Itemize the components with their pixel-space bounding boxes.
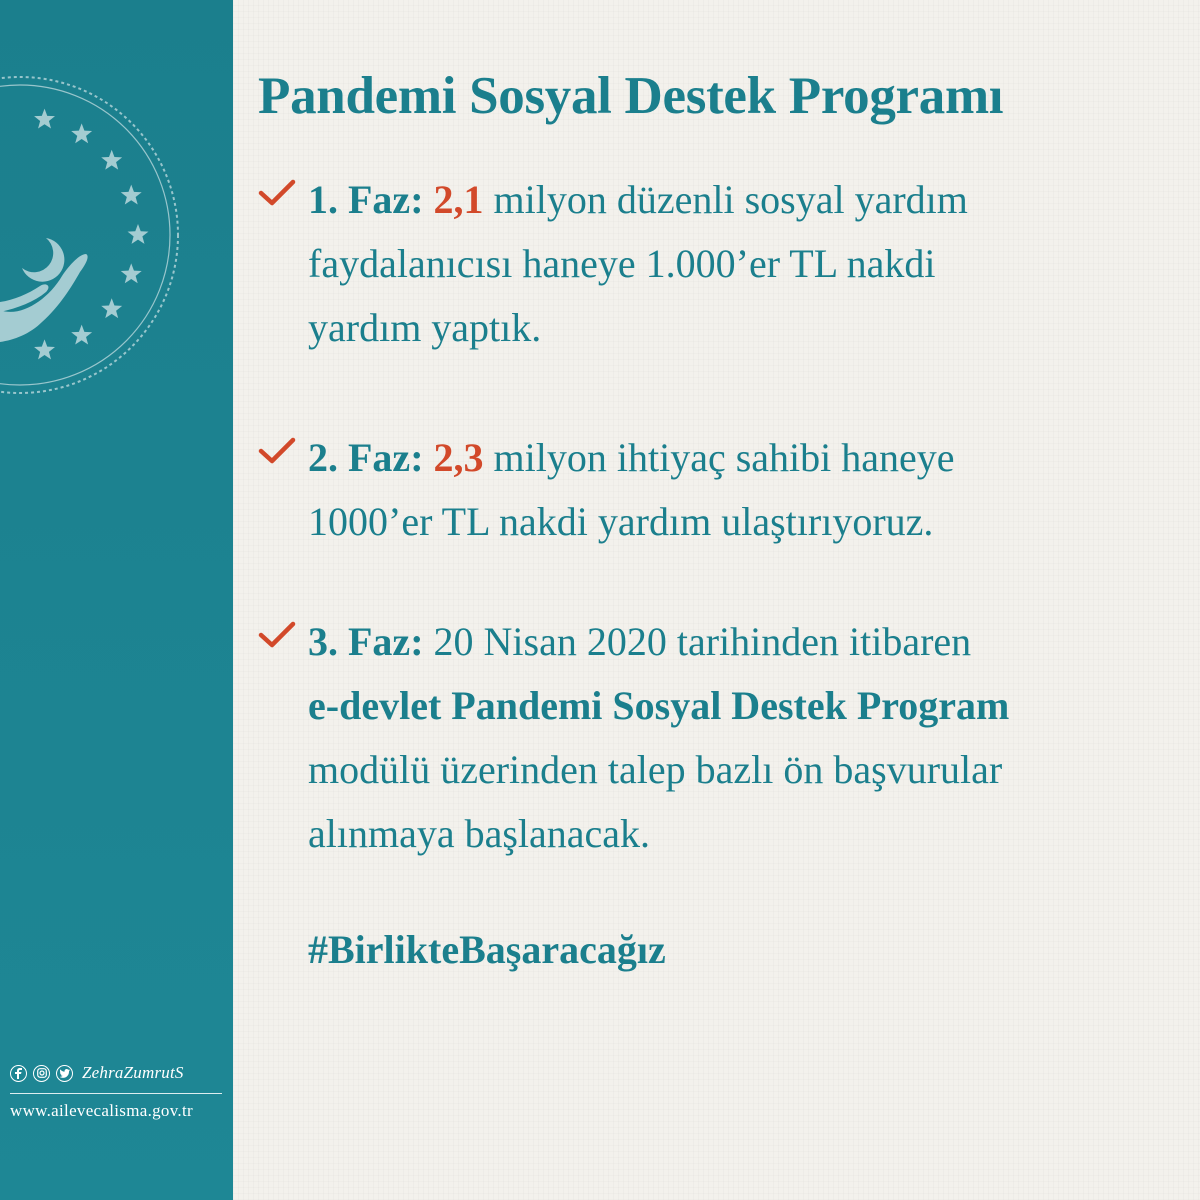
facebook-icon[interactable] [10,1065,27,1082]
footer-divider [10,1093,222,1094]
phase-3 [258,610,1158,866]
phase-3-line-1 [308,610,1158,674]
emblem-star [34,339,55,359]
phase-1-number: 2,1 [433,177,484,222]
phase-2-label: 2. Faz: [308,435,424,480]
social-handle[interactable]: ZehraZumrutS [82,1063,184,1082]
phase-1-line-1 [308,168,1158,232]
phase-3-line-3: modülü üzerinden talep bazlı ön başvurular [308,747,1003,792]
sidebar-panel [0,0,233,1200]
checkmark-icon [258,178,296,208]
hashtag[interactable]: #BirlikteBaşaracağız [308,927,666,972]
footer [10,1063,230,1121]
checkmark-icon [258,620,296,650]
page-title: Pandemi Sosyal Destek Programı [258,67,1004,125]
phase-2-line-1 [308,426,1158,490]
instagram-icon[interactable] [33,1065,50,1082]
phase-1-text-1: milyon düzenli sosyal yardım [483,177,968,222]
phase-2 [258,426,1158,554]
twitter-icon[interactable] [56,1065,73,1082]
social-row [10,1063,230,1083]
phase-3-line-2: e-devlet Pandemi Sosyal Destek Program [308,683,1010,728]
checkmark-icon [258,436,296,466]
emblem-star [101,150,122,170]
ministry-emblem-logo [0,50,233,420]
phase-2-text-1: milyon ihtiyaç sahibi haneye [483,435,955,480]
emblem-star [128,224,149,244]
emblem-star [71,325,92,345]
website-link[interactable]: www.ailevecalisma.gov.tr [10,1101,193,1120]
phase-1-line-2: faydalanıcısı haneye 1.000’er TL nakdi [308,241,936,286]
emblem-star [71,123,92,143]
phase-3-label: 3. Faz: [308,619,424,664]
phase-2-line-2: 1000’er TL nakdi yardım ulaştırıyoruz. [308,499,934,544]
emblem-star [121,185,142,205]
phase-1-line-3: yardım yaptık. [308,305,542,350]
emblem-star [121,263,142,283]
emblem-star [34,109,55,129]
phase-1-label: 1. Faz: [308,177,424,222]
phase-3-text-1: 20 Nisan 2020 tarihinden itibaren [423,619,972,664]
emblem-star [101,298,122,318]
phase-1 [258,168,1158,360]
phase-3-line-4: alınmaya başlanacak. [308,811,651,856]
phase-2-number: 2,3 [433,435,484,480]
